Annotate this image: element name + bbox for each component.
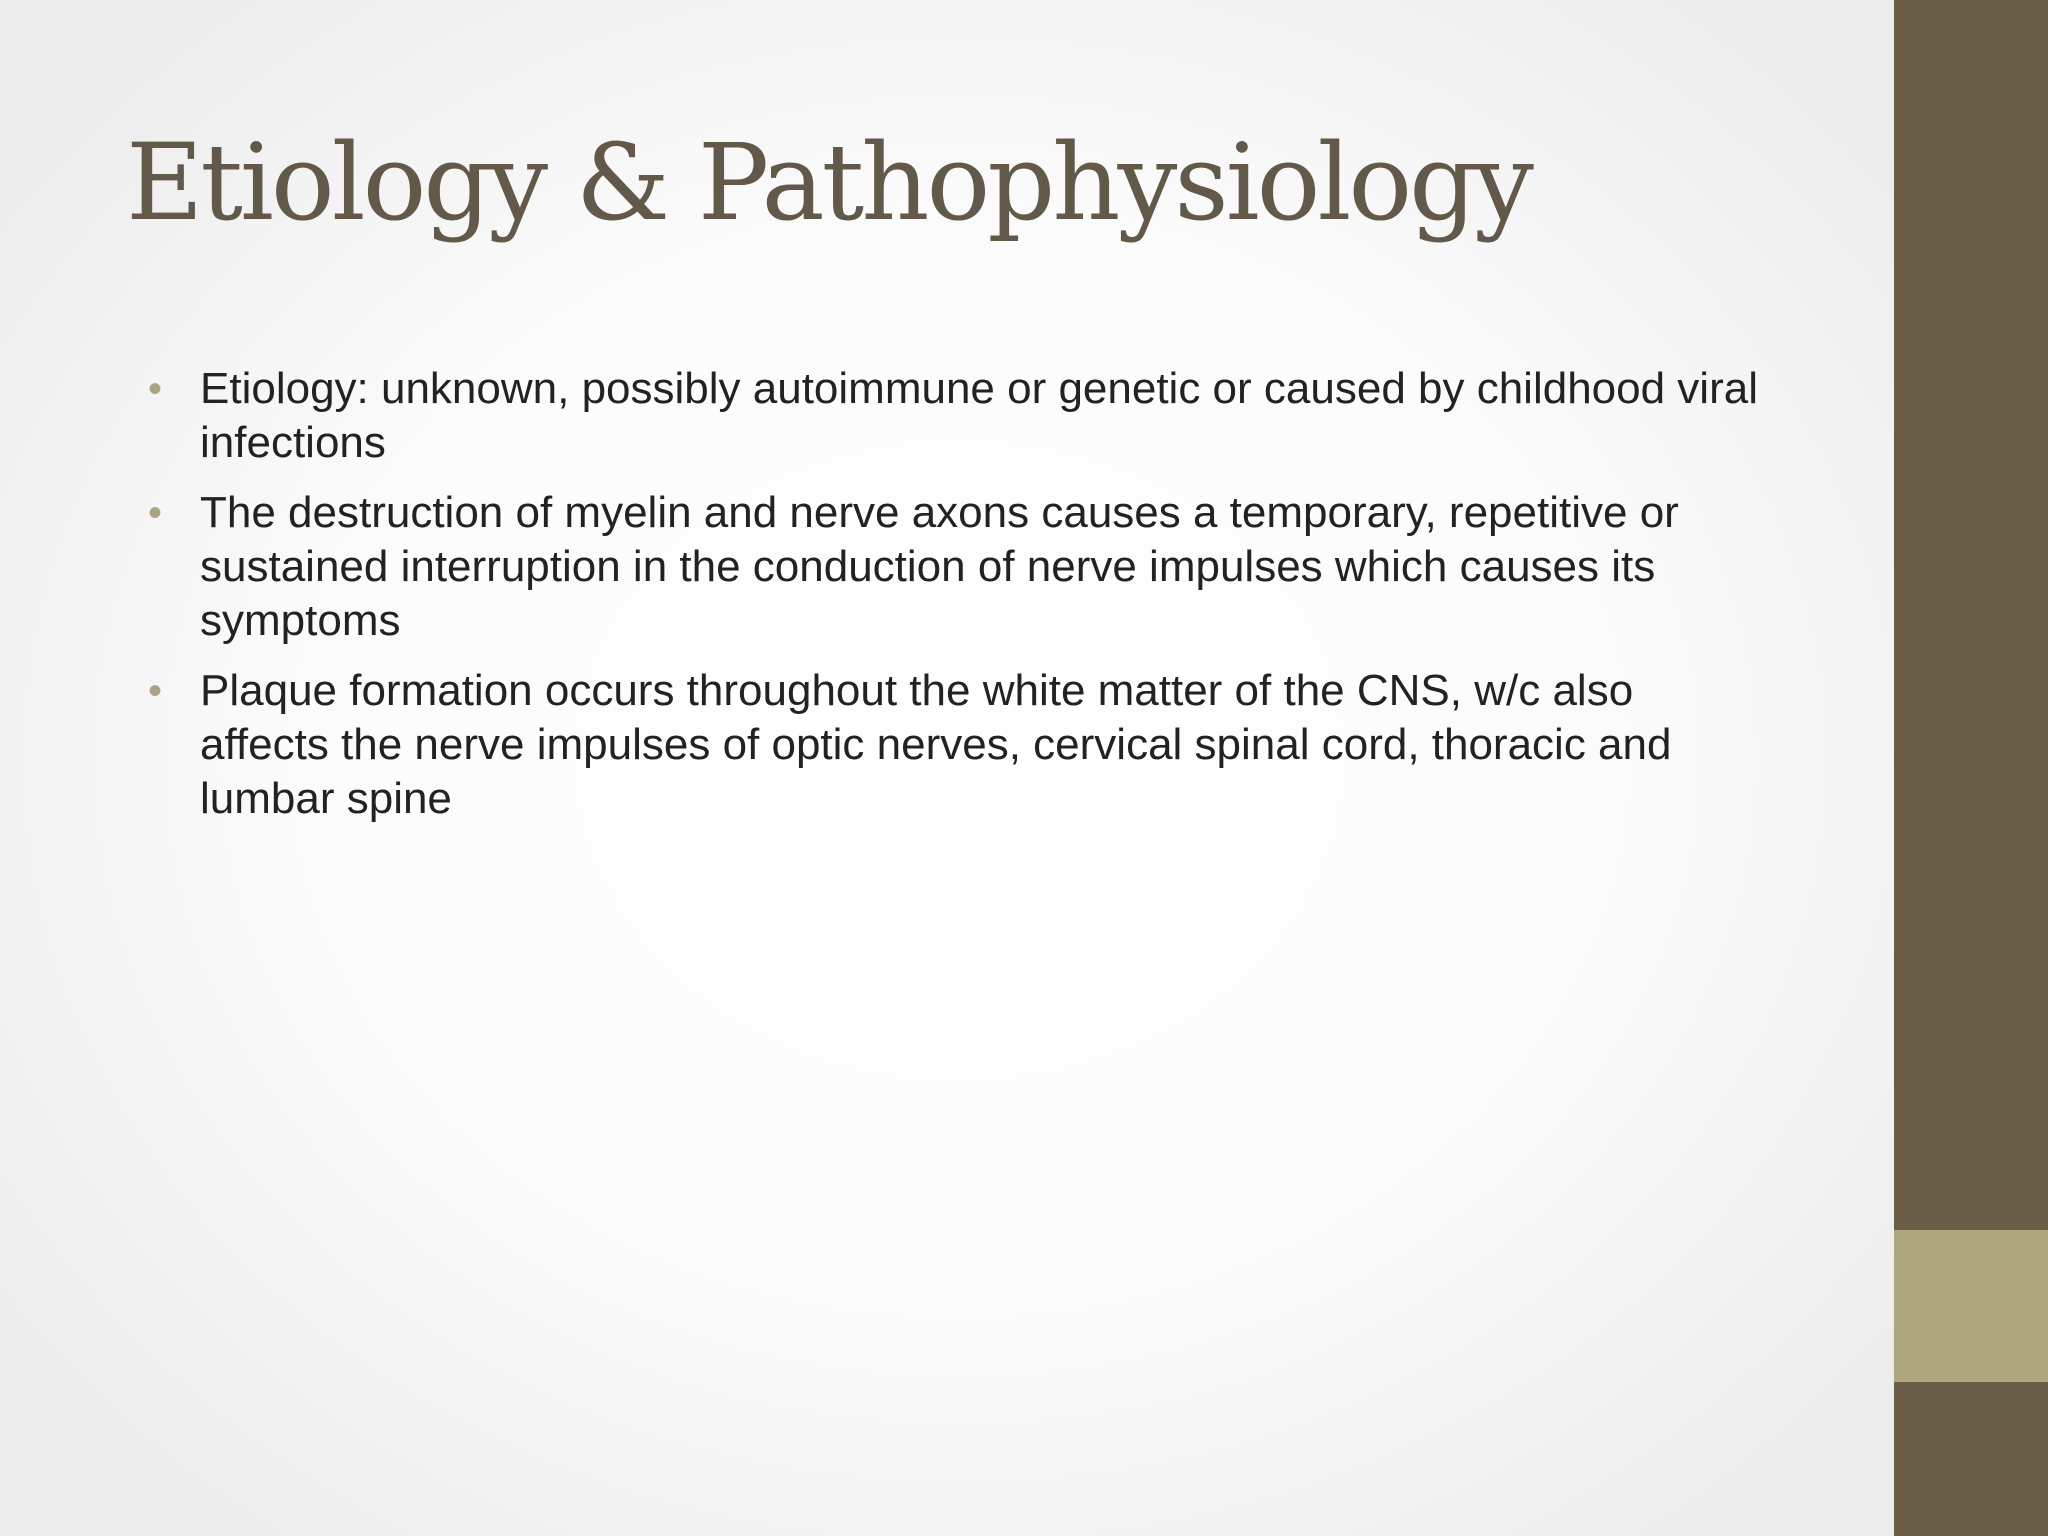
bullet-text: Etiology: unknown, possibly autoimmune or genetic or caused by childhood viral infections [200, 364, 1758, 467]
side-decorative-accent [1894, 1230, 2048, 1382]
bullet-marker: • [148, 491, 163, 535]
bullet-marker: • [148, 669, 163, 713]
bullet-item-plaque-formation [148, 664, 1768, 826]
bullet-item-etiology [148, 362, 1768, 470]
bullet-text: The destruction of myelin and nerve axons causes a temporary, repetitive or sustained interruption in the conduction of nerve impulses which causes its symptoms [200, 488, 1679, 645]
bullet-item-myelin-destruction [148, 486, 1768, 648]
slide-title: Etiology & Pathophysiology [126, 121, 1531, 244]
bullet-marker: • [148, 367, 163, 411]
bullet-list [148, 362, 1768, 842]
bullet-text: Plaque formation occurs throughout the white matter of the CNS, w/c also affects the nerve impulses of optic nerves, cervical spinal cord, thoracic and lumbar spine [200, 666, 1672, 823]
